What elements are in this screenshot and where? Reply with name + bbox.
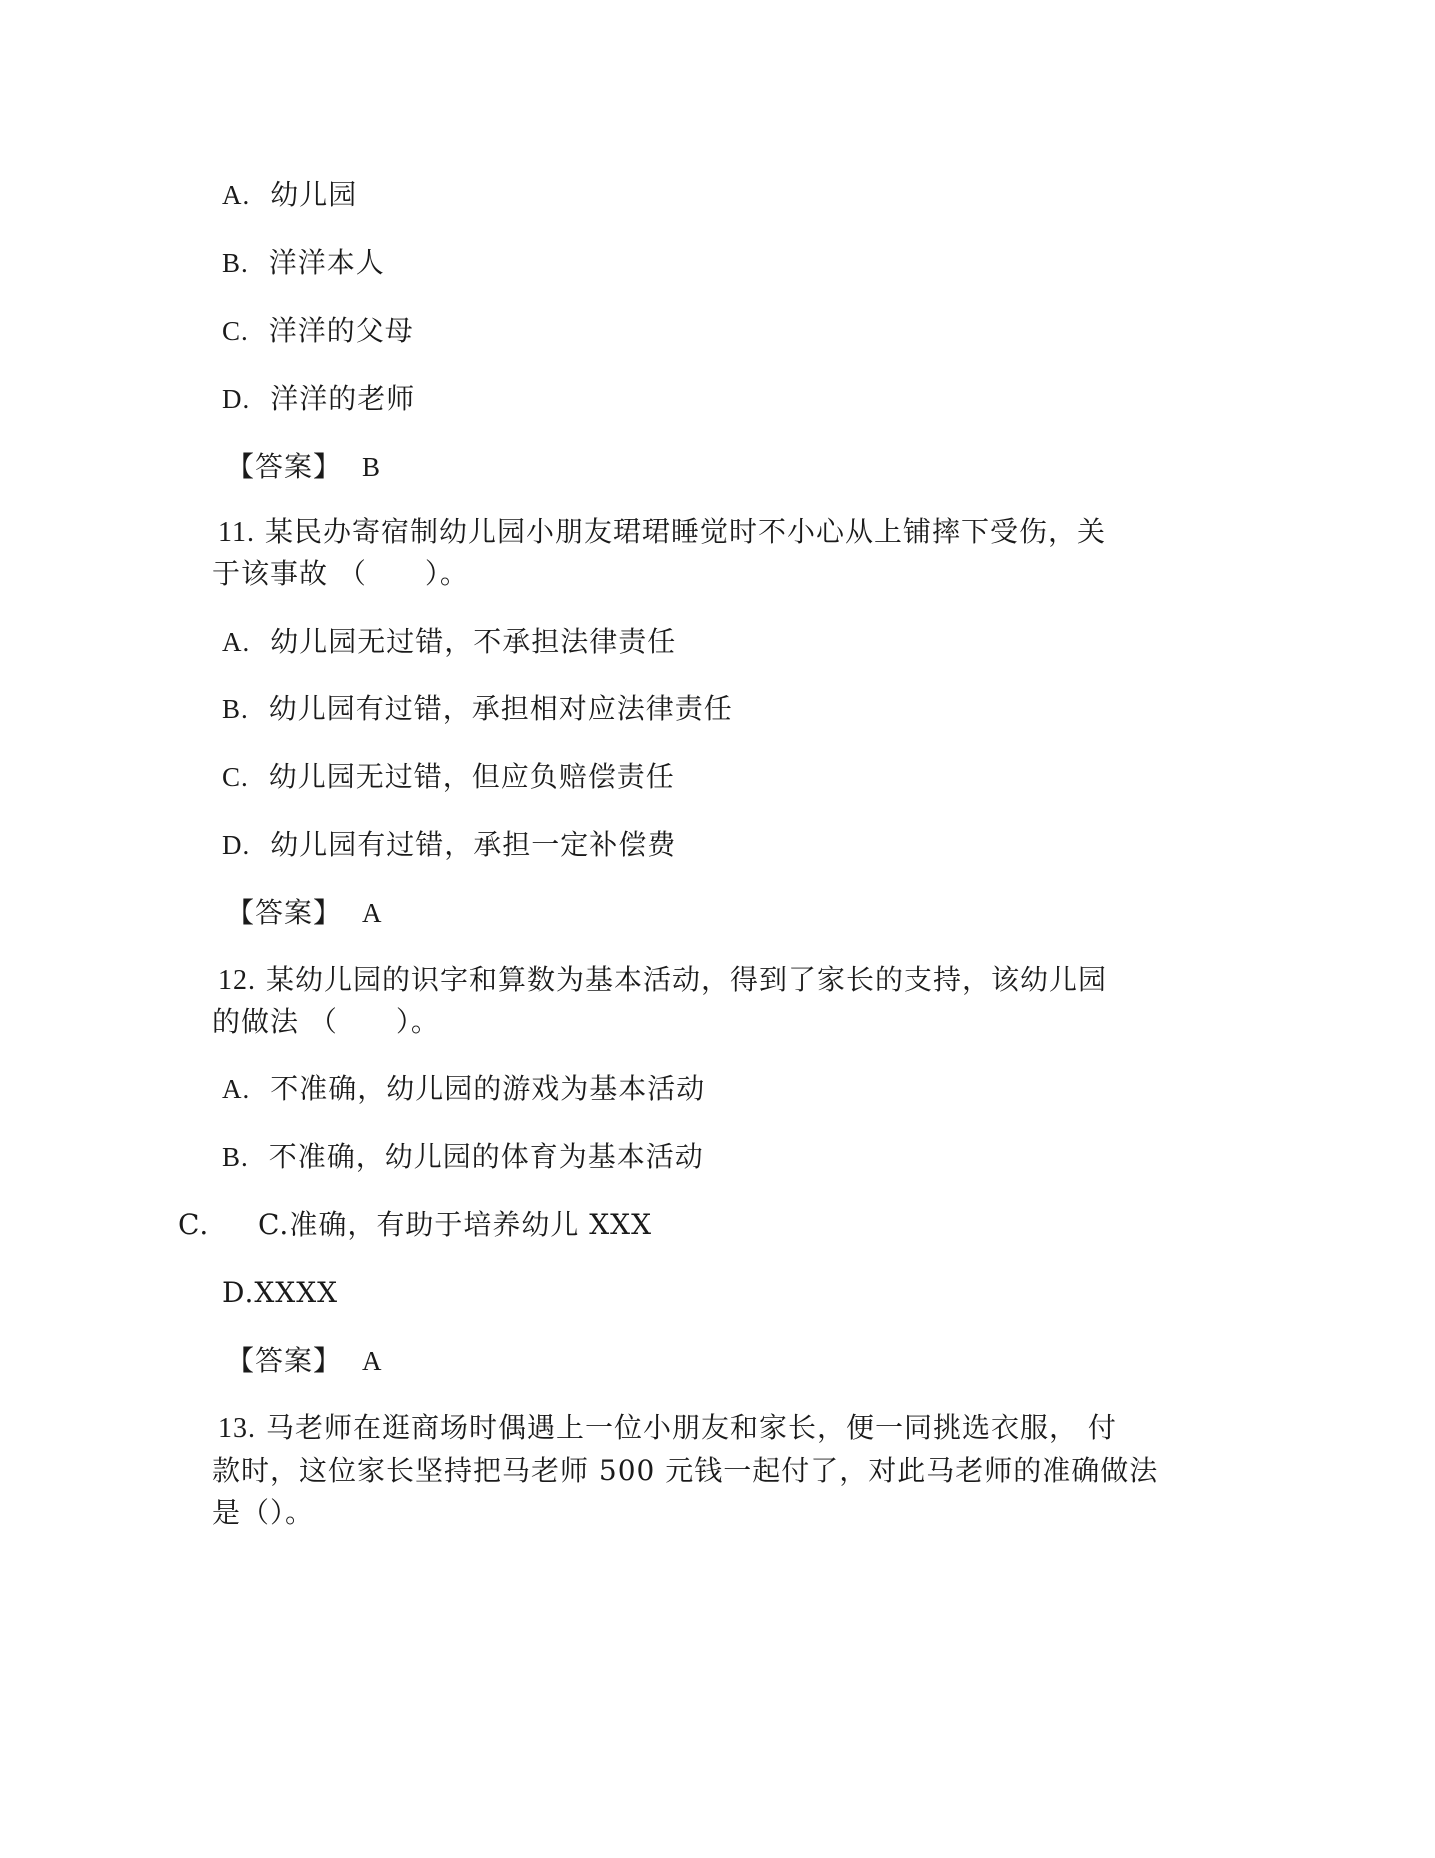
question-text: 某幼儿园的识字和算数为基本活动，得到了家长的支持，该幼儿园 bbox=[266, 963, 1108, 996]
q11-option-c bbox=[222, 760, 675, 794]
option-text: 洋洋的老师 bbox=[270, 382, 416, 415]
q12-answer bbox=[226, 1344, 383, 1378]
option-text: 幼儿园 bbox=[270, 178, 358, 211]
option-text: 不准确，幼儿园的游戏为基本活动 bbox=[270, 1072, 706, 1105]
q11-stem-line1 bbox=[218, 515, 1106, 550]
q12-option-c: C.准确，有助于培养幼儿 XXX bbox=[258, 1208, 653, 1241]
answer-label: 【答案】 bbox=[226, 1344, 343, 1377]
q12-option-b bbox=[222, 1140, 704, 1174]
q13-stem-line3: 是（）。 bbox=[212, 1496, 315, 1529]
option-letter: B. bbox=[222, 1142, 249, 1172]
q10-option-a bbox=[222, 178, 357, 212]
question-number: 13. bbox=[218, 1413, 256, 1444]
option-letter: C. bbox=[222, 316, 249, 346]
q11-option-a bbox=[222, 625, 676, 659]
option-text: 幼儿园有过错，承担一定补偿费 bbox=[270, 828, 677, 861]
q13-stem-line1 bbox=[218, 1411, 1117, 1446]
question-text: 某民办寄宿制幼儿园小朋友珺珺睡觉时不小心从上铺摔下受伤，关 bbox=[264, 515, 1106, 548]
option-text: 幼儿园无过错，但应负赔偿责任 bbox=[268, 760, 675, 793]
option-letter: D. bbox=[222, 830, 251, 860]
option-text: 洋洋的父母 bbox=[268, 314, 414, 347]
question-number: 11. bbox=[218, 517, 255, 548]
q12-option-d: D.XXXX bbox=[222, 1276, 339, 1309]
q11-option-d bbox=[222, 828, 676, 862]
option-text: 不准确，幼儿园的体育为基本活动 bbox=[268, 1140, 704, 1173]
answer-value: A bbox=[362, 1346, 383, 1376]
q10-option-c bbox=[222, 314, 414, 348]
q11-answer bbox=[226, 896, 383, 930]
question-number: 12. bbox=[218, 965, 256, 996]
question-text: 马老师在逛商场时偶遇上一位小朋友和家长，便一同挑选衣服， 付 bbox=[266, 1411, 1117, 1444]
option-letter: B. bbox=[222, 694, 249, 724]
q12-option-a bbox=[222, 1072, 705, 1106]
answer-value: B bbox=[362, 452, 382, 482]
q11-option-b bbox=[222, 692, 733, 726]
option-text: 洋洋本人 bbox=[268, 246, 385, 279]
q12-stem-line1 bbox=[218, 963, 1107, 998]
q12-stem-line2: 的做法 （ ）。 bbox=[212, 1005, 440, 1038]
answer-label: 【答案】 bbox=[226, 896, 343, 929]
q10-answer bbox=[226, 450, 381, 484]
answer-label: 【答案】 bbox=[226, 450, 343, 483]
answer-value: A bbox=[362, 898, 383, 928]
q11-stem-line2: 于该事故 （ ）。 bbox=[212, 557, 469, 590]
q10-option-b bbox=[222, 246, 385, 280]
option-text: 幼儿园无过错，不承担法律责任 bbox=[270, 625, 677, 658]
option-letter: A. bbox=[222, 1074, 251, 1104]
option-letter: A. bbox=[222, 180, 251, 210]
option-letter: A. bbox=[222, 627, 251, 657]
option-text: 幼儿园有过错，承担相对应法律责任 bbox=[268, 692, 733, 725]
option-letter: B. bbox=[222, 248, 249, 278]
q12-option-c-prefix: C. bbox=[178, 1208, 210, 1241]
option-letter: D. bbox=[222, 384, 251, 414]
option-letter: C. bbox=[222, 762, 249, 792]
q10-option-d bbox=[222, 382, 415, 416]
q13-stem-line2: 款时，这位家长坚持把马老师 500 元钱一起付了，对此马老师的准确做法 bbox=[212, 1454, 1159, 1487]
